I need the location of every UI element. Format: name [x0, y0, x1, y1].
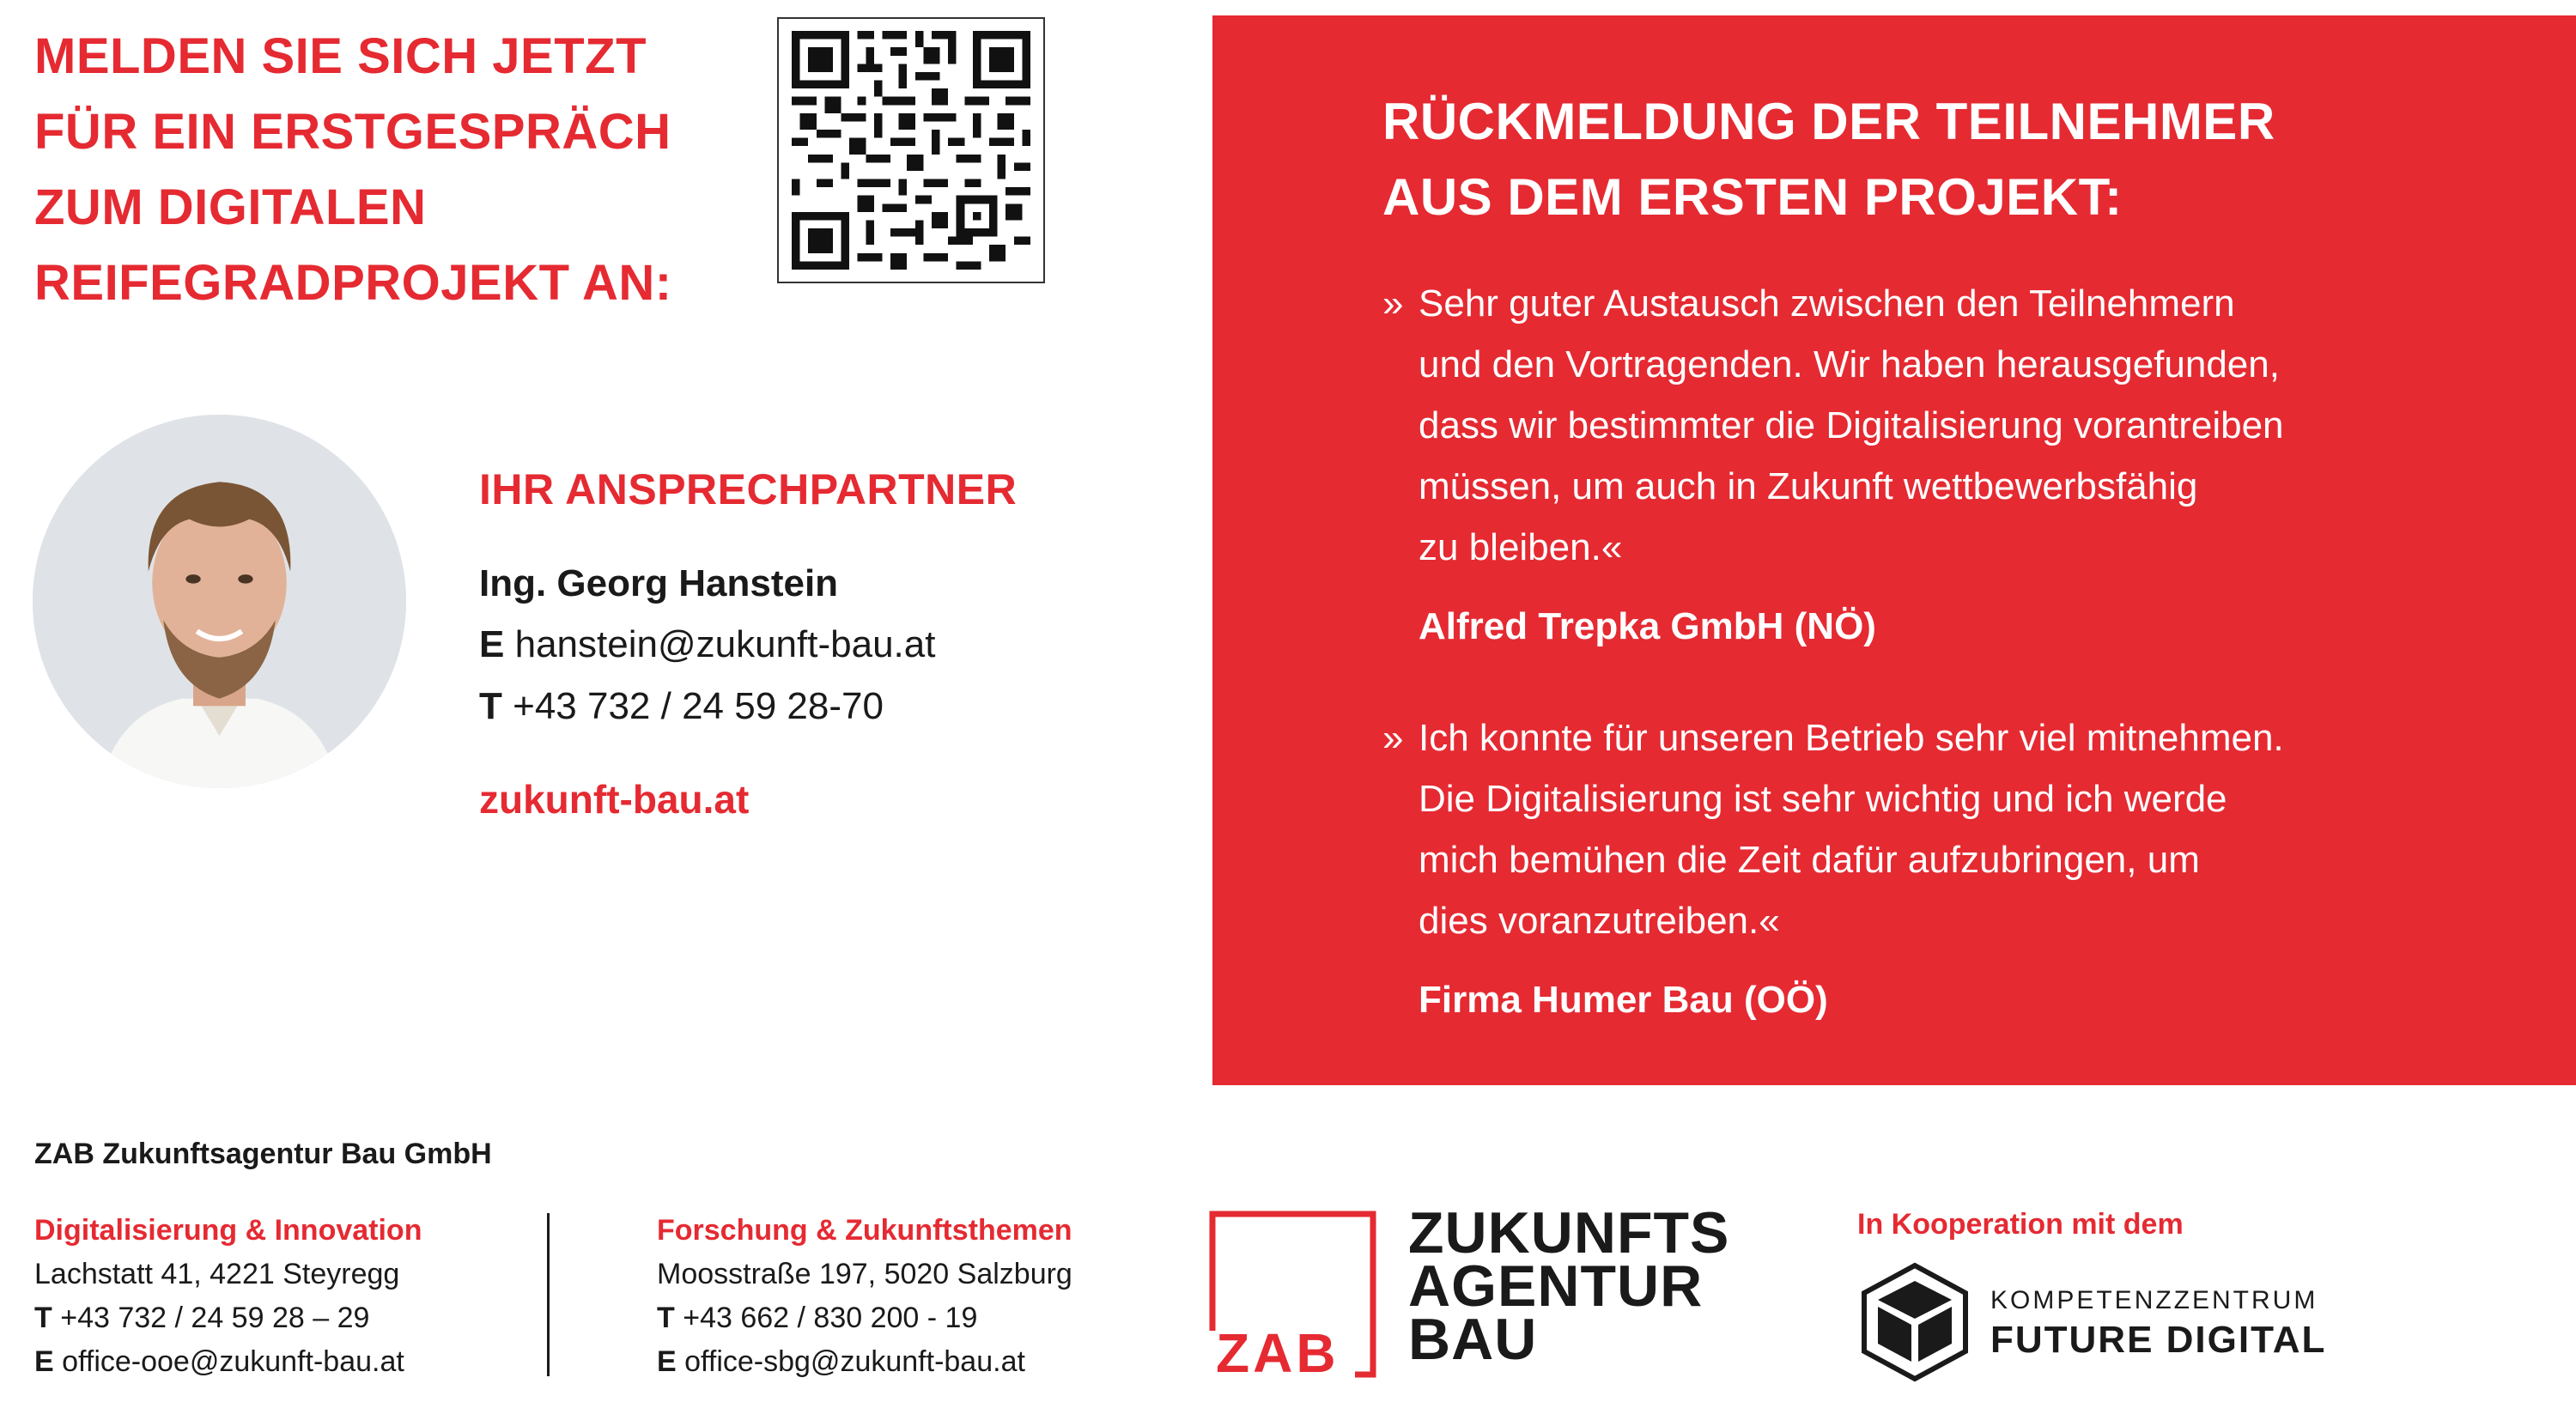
- quote-text: [1419, 273, 2456, 578]
- contact-phone-row: [479, 676, 1166, 737]
- office-email-link[interactable]: office-ooe@zukunft-bau.at: [62, 1345, 404, 1378]
- contact-name: Ing. Georg Hanstein: [479, 562, 839, 604]
- qr-code-icon[interactable]: [777, 17, 1045, 283]
- testimonial-quote-1: [1382, 273, 2456, 657]
- zab-logo-text: ZAB: [1216, 1322, 1340, 1378]
- quote-text: [1419, 707, 2456, 951]
- future-digital-wordmark: [1990, 1284, 2326, 1363]
- contact-email-row: [479, 614, 1166, 676]
- contact-person-photo: [33, 415, 406, 788]
- headline-line-2: FÜR EIN ERSTGESPRÄCH: [34, 104, 671, 160]
- qr-code-graphic: [791, 31, 1031, 270]
- testimonial-title: [1382, 84, 2275, 235]
- kfd-line-1: KOMPETENZZENTRUM: [1990, 1286, 2318, 1314]
- testimonial-quote-2: [1382, 707, 2456, 1030]
- quote-line: zu bleiben.«: [1419, 526, 1623, 568]
- quote-line: müssen, um auch in Zukunft wettbewerbsfähig: [1419, 465, 2198, 507]
- testimonial-title-line-1: RÜCKMELDUNG DER TEILNEHMER: [1382, 93, 2275, 150]
- website-link[interactable]: zukunft-bau.at: [479, 777, 750, 822]
- office-title: Forschung & Zukunftsthemen: [657, 1214, 1072, 1247]
- contact-email-link[interactable]: hanstein@zukunft-bau.at: [514, 623, 936, 665]
- testimonial-title-line-2: AUS DEM ERSTEN PROJEKT:: [1382, 168, 2123, 226]
- office-phone[interactable]: +43 662 / 830 200 - 19: [683, 1302, 978, 1334]
- quote-line: dass wir bestimmter die Digitalisierung vorantreiben: [1419, 404, 2284, 446]
- office-phone[interactable]: +43 732 / 24 59 28 – 29: [60, 1302, 370, 1334]
- quote-author: Alfred Trepka GmbH (NÖ): [1419, 605, 1876, 647]
- zab-wordmark: [1408, 1200, 1730, 1372]
- cooperation-label: In Kooperation mit dem: [1857, 1208, 2184, 1241]
- headline-line-1: MELDEN SIE SICH JETZT: [34, 28, 647, 84]
- zab-word-1: ZUKUNFTS: [1408, 1200, 1730, 1265]
- office-email-row: [657, 1340, 1072, 1384]
- zab-word-2: AGENTUR: [1408, 1253, 1704, 1319]
- quote-bullet: »: [1382, 282, 1404, 325]
- zab-logo: [1209, 1211, 1376, 1378]
- cube-logo-icon: [1859, 1262, 1971, 1382]
- office-email-row: [34, 1340, 422, 1384]
- office-address: Lachstatt 41, 4221 Steyregg: [34, 1258, 400, 1290]
- email-prefix: E: [479, 623, 505, 665]
- email-prefix: E: [34, 1345, 54, 1378]
- quote-line: Ich konnte für unseren Betrieb sehr viel mitnehmen.: [1419, 717, 2284, 759]
- zab-logo-mark: [1209, 1211, 1376, 1378]
- phone-prefix: T: [479, 685, 502, 727]
- quote-bullet: »: [1382, 717, 1404, 759]
- contact-phone[interactable]: +43 732 / 24 59 28-70: [513, 685, 884, 727]
- quote-line: Die Digitalisierung ist sehr wichtig und ich werde: [1419, 778, 2227, 820]
- contact-heading: IHR ANSPRECHPARTNER: [479, 465, 1018, 513]
- contact-photo: [33, 415, 406, 788]
- kfd-line-2: FUTURE DIGITAL: [1990, 1319, 2327, 1361]
- quote-line: Sehr guter Austausch zwischen den Teilnehmern: [1419, 282, 2235, 325]
- headline-line-4: REIFEGRADPROJEKT AN:: [34, 255, 672, 311]
- phone-prefix: T: [34, 1302, 52, 1334]
- quote-line: dies voranzutreiben.«: [1419, 900, 1780, 942]
- office-email-link[interactable]: office-sbg@zukunft-bau.at: [684, 1345, 1025, 1378]
- testimonial-panel: [1212, 15, 2576, 1085]
- headline: [34, 19, 764, 321]
- office-phone-row: [34, 1296, 422, 1340]
- office-address: Moosstraße 197, 5020 Salzburg: [657, 1258, 1072, 1290]
- quote-line: und den Vortragenden. Wir haben herausgefunden,: [1419, 343, 2280, 385]
- phone-prefix: T: [657, 1302, 675, 1334]
- cube-logo-graphic: [1859, 1262, 1971, 1382]
- office-ooe: [34, 1209, 422, 1384]
- headline-line-3: ZUM DIGITALEN: [34, 179, 427, 235]
- office-title: Digitalisierung & Innovation: [34, 1214, 422, 1247]
- zab-word-3: BAU: [1408, 1307, 1538, 1372]
- quote-author: Firma Humer Bau (OÖ): [1419, 979, 1828, 1021]
- company-name: ZAB Zukunftsagentur Bau GmbH: [34, 1138, 492, 1170]
- office-sbg: [657, 1209, 1072, 1384]
- email-prefix: E: [657, 1345, 677, 1378]
- quote-line: mich bemühen die Zeit dafür aufzubringen, um: [1419, 839, 2200, 881]
- contact-card: [479, 459, 1166, 827]
- footer-divider: [547, 1213, 550, 1376]
- office-phone-row: [657, 1296, 1072, 1340]
